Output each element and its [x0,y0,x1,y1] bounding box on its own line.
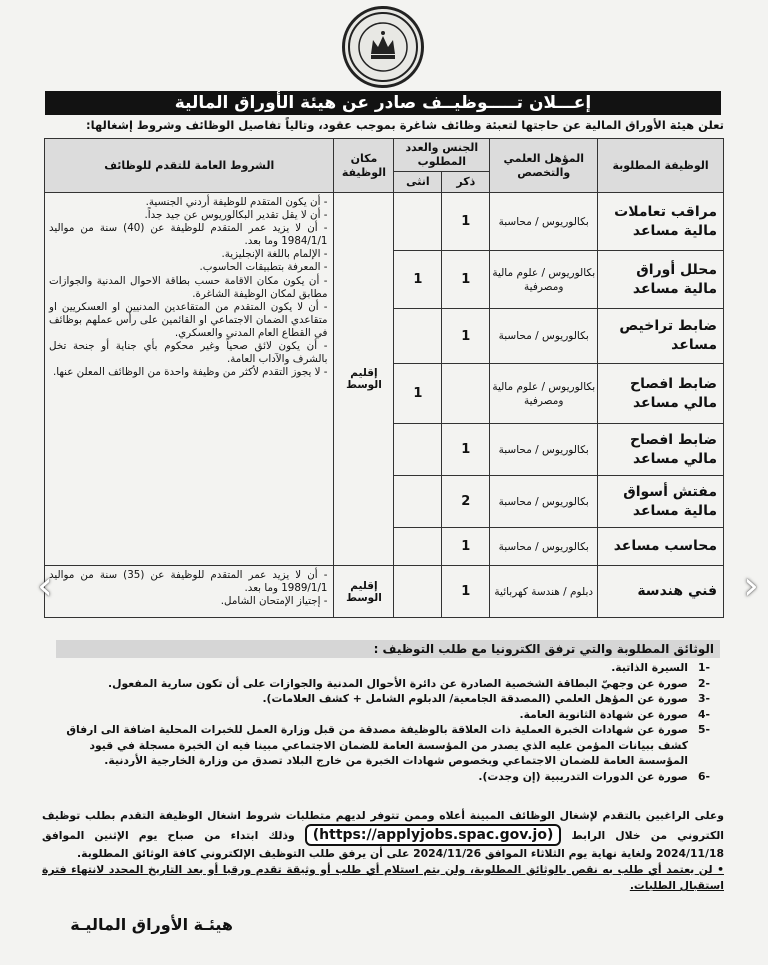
engineering-conditions [45,566,334,618]
job-title: ضابط افصاح مالي مساعد [598,424,724,476]
closing-paragraph [42,808,724,894]
condition-item: - أن لا يزيد عمر المتقدم للوظيفة عن (40) سنة من مواليد 1984/1/1 وما بعد. [49,222,328,248]
female-count [394,309,442,364]
item-number: -2 [698,676,710,690]
documents-heading: الوثائق المطلوبة والتي ترفق الكترونيا مع طلب التوظيف : [56,640,720,658]
job-title: فني هندسة [598,566,724,618]
general-conditions [45,193,334,566]
job-title: مراقب تعاملات مالية مساعد [598,193,724,251]
closing-text: وعلى الراغبين بالتقدم لإشغال الوظائف المبينة أعلاه وممن تتوفر لديهم متطلبات شروط اشغال الوظيفة التقدم بطلب توظيف الكتروني من خلال الرابط [42,809,724,842]
documents-list [50,660,710,784]
male-count: 1 [442,309,490,364]
table-row [45,193,724,251]
header-job: الوظيفة المطلوبة [598,139,724,193]
header-qualification: المؤهل العلمي والتخصص [490,139,598,193]
job-title: محلل أوراق مالية مساعد [598,251,724,309]
table-row [45,566,724,618]
job-qualification: بكالوريوس / علوم مالية ومصرفية [490,251,598,309]
item-number: -5 [698,723,710,736]
condition-item: - إجتياز الإمتحان الشامل. [220,595,328,608]
item-number: -3 [698,692,710,705]
condition-item: - أن يكون مكان الاقامة حسب بطاقة الاحوال المدنية والجوازات مطابق لمكان الوظيفة الشاغرة. [49,274,328,300]
male-count: 1 [442,528,490,566]
header-location: مكان الوظيفة [334,139,394,193]
female-count [394,528,442,566]
item-text: السيرة الذاتية. [611,661,688,674]
male-count: 1 [442,193,490,251]
condition-item: - أن يكون لائق صحياً وغير محكوم بأي جناية أو جنحة تخل بالشرف والآداب العامة. [49,340,328,366]
job-location: إقليم الوسط [334,193,394,566]
condition-item: - المعرفة بتطبيقات الحاسوب. [199,261,328,274]
job-qualification: دبلوم / هندسة كهربائية [490,566,598,618]
item-text: صورة عن وجهيّ البطاقة الشخصية الصادرة عن دائرة الأحوال المدنية والجوازات على أن تكون سارية المفعول. [108,676,688,690]
header-gender-count: الجنس والعدد المطلوب [394,139,490,172]
female-count: 1 [394,251,442,309]
item-text: صورة عن شهادات الخبرة العملية ذات العلاقة بالوظيفة مصدقة من قبل وزارة العمل للخبرات المحلية اضافة الى ارفاق كشف ببيانات المؤمن عليه الذي يصدر من المؤسسة العامة للضمان الاجتماعي مبينا فيه ان الخبرة مسجلة في قيود المؤسسة العامة للضمان الاجتماعي وبخصوص شهادات الخبرة من خارج البلاد تصدق من وزارة الخارجية الأردنية. [66,723,688,767]
male-count: 1 [442,251,490,309]
item-text: صورة عن المؤهل العلمي (المصدقة الجامعية/ الدبلوم الشامل + كشف العلامات). [262,692,688,705]
job-qualification: بكالوريوس / محاسبة [490,528,598,566]
female-count [394,566,442,618]
female-count [394,476,442,528]
signature: هيئـة الأوراق الماليـة [70,915,233,934]
list-item [50,660,710,676]
male-count: 1 [442,424,490,476]
job-qualification: بكالوريوس / محاسبة [490,476,598,528]
job-qualification: بكالوريوس / محاسبة [490,309,598,364]
job-title: ضابط افصاح مالي مساعد [598,364,724,424]
list-item [50,722,710,769]
announcement-title: إعـــلان تـــــوظيــف صادر عن هيئة الأوراق المالية [45,91,721,115]
male-count: 1 [442,566,490,618]
job-qualification: بكالوريوس / محاسبة [490,424,598,476]
list-item [50,707,710,723]
job-title: مفتش أسواق مالية مساعد [598,476,724,528]
female-count [394,193,442,251]
item-number: -4 [698,707,710,721]
condition-item: - أن لا يزيد عمر المتقدم للوظيفة عن (35) سنة من مواليد 1989/1/1 وما بعد. [49,569,328,595]
list-item [50,676,710,692]
female-count: 1 [394,364,442,424]
header-male: ذكر [442,172,490,193]
job-qualification: بكالوريوس / علوم مالية ومصرفية [490,364,598,424]
condition-item: - لا يجوز التقدم لأكثر من وظيفة واحدة من الوظائف المعلن عنها. [52,366,328,379]
next-page-arrow-icon[interactable]: › [743,563,759,609]
condition-item: - أن لا يقل تقدير البكالوريوس عن جيد جداً. [144,209,328,222]
header-conditions: الشروط العامة للتقدم للوظائف [45,139,334,193]
closing-dates: وذلك ابتداء من صباح يوم الإثنين الموافق 2024/11/18 ولغاية نهاية يوم الثلاثاء الموافق 2024/11/26 على أن يرفق طلب التوظيف الإلكتروني كافة الوثائق المطلوبة. [42,829,724,860]
job-qualification: بكالوريوس / محاسبة [490,193,598,251]
item-number: -6 [698,769,710,783]
application-link[interactable]: (https://applyjobs.spac.gov.jo) [305,824,562,846]
item-text: صورة عن الدورات التدريبية (إن وجدت). [478,769,688,783]
item-text: صورة عن شهادة الثانوية العامة. [519,707,688,721]
jobs-table [44,138,724,618]
female-count [394,424,442,476]
job-title: محاسب مساعد [598,528,724,566]
closing-note: • لن يعتمد أي طلب به نقص بالوثائق المطلوبة، ولن يتم استلام أي طلب أو وثيقة تقدم ورقيا أو بعد التاريخ المحدد لانتهاء فترة استقبال الطلبات. [42,863,724,892]
item-number: -1 [698,661,710,674]
job-title: ضابط تراخيص مساعد [598,309,724,364]
condition-item: - أن يكون المتقدم للوظيفة أردني الجنسية. [145,196,328,208]
job-location: إقليم الوسط [334,566,394,618]
condition-item: - الإلمام باللغة الإنجليزية. [221,248,328,261]
crown-emblem-icon [346,10,420,84]
prev-page-arrow-icon[interactable]: ‹ [37,563,53,609]
intro-text: تعلن هيئة الأوراق المالية عن حاجتها لتعبئة وظائف شاغرة بموجب عقود، وتالياً تفاصيل الوظائف وشروط إشغالها: [86,118,724,132]
list-item [50,769,710,785]
male-count: 2 [442,476,490,528]
seal-logo [342,6,424,88]
list-item [50,691,710,707]
condition-item: - أن لا يكون المتقدم من المتقاعدين المدنيين او العسكريين او متقاعدي الضمان الاجتماعي او القائمين على رأس عملهم بوظائف في القطاع العام المدني والعسكري. [49,300,328,339]
male-count [442,364,490,424]
header-female: انثى [394,172,442,193]
